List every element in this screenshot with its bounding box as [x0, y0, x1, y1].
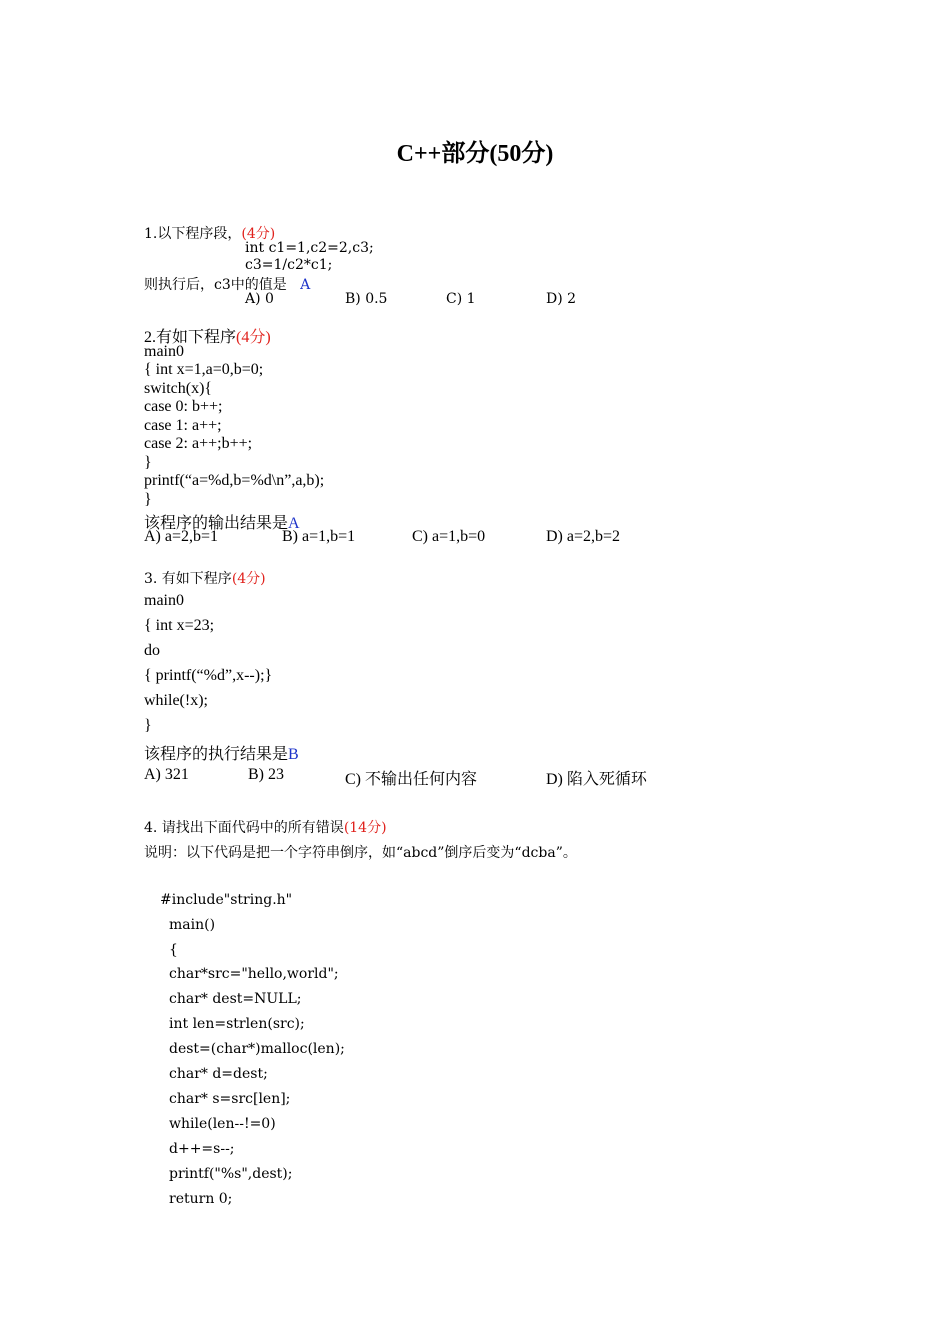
q2-code-line: switch(x){: [144, 380, 213, 397]
q4-stem-line: [144, 817, 387, 837]
q1-answer: A: [300, 277, 311, 293]
q4-note: 说明：以下代码是把一个字符串倒序，如“abcd”倒序后变为“dcba”。: [144, 845, 577, 861]
q3-code-line: }: [144, 717, 152, 734]
q4-code-line: main(): [169, 917, 216, 933]
q1-code-line: int c1=1,c2=2,c3;: [245, 240, 374, 256]
q2-code-line: case 1: a++;: [144, 417, 222, 434]
q2-code-line: { int x=1,a=0,b=0;: [144, 361, 264, 378]
q2-points: (4分): [236, 329, 271, 346]
q1-stem: 1.以下程序段，: [144, 226, 242, 242]
q1-option-b: B) 0.5: [345, 291, 388, 307]
q4-points: (14分): [343, 820, 387, 836]
q3-code-line: { int x=23;: [144, 617, 215, 634]
q4-code-line: char* d=dest;: [169, 1066, 268, 1082]
q4-code-line: {: [169, 942, 178, 958]
q2-option-a: A) a=2,b=1: [144, 528, 219, 545]
q4-code-line: while(len--!=0): [169, 1116, 276, 1132]
q4-code-line: #include"string.h": [160, 892, 293, 908]
q2-code-line: main0: [144, 343, 184, 360]
q4-stem: 4. 请找出下面代码中的所有错误: [144, 820, 344, 836]
q3-option-a: A) 321: [144, 766, 189, 783]
q2-answer: A: [288, 515, 300, 532]
q3-option-d: D) 陷入死循环: [546, 771, 647, 788]
q2-code-line: }: [144, 454, 152, 471]
q4-code-line: char* s=src[len];: [169, 1091, 291, 1107]
q2-option-c: C) a=1,b=0: [412, 528, 486, 545]
q4-code-line: dest=(char*)malloc(len);: [169, 1041, 345, 1057]
q3-stem: 3. 有如下程序: [144, 571, 232, 587]
q1-result-label: 则执行后，c3中的值是: [144, 277, 287, 293]
q2-option-b: B) a=1,b=1: [282, 528, 356, 545]
q4-code-line: char* dest=NULL;: [169, 991, 302, 1007]
q1-points: (4分): [241, 226, 276, 242]
q3-result-line: [144, 741, 299, 764]
q3-stem-line: [144, 568, 266, 588]
q3-code-line: do: [144, 642, 160, 659]
q4-code-line: return 0;: [169, 1191, 233, 1207]
q4-code-line: int len=strlen(src);: [169, 1016, 305, 1032]
q4-code-line: d++=s--;: [169, 1141, 235, 1157]
page-title: C++部分(50分): [396, 141, 554, 167]
q3-points: (4分): [231, 571, 266, 587]
q2-code-line: case 0: b++;: [144, 398, 223, 415]
q2-code-line: printf(“a=%d,b=%d\n”,a,b);: [144, 472, 325, 489]
q2-code-line: }: [144, 491, 152, 508]
q2-result-label: 该程序的输出结果是: [144, 515, 289, 532]
q1-option-c: C) 1: [446, 291, 476, 307]
q2-code-line: case 2: a++;b++;: [144, 435, 253, 452]
q4-code-line: printf("%s",dest);: [169, 1166, 293, 1182]
q3-result-label: 该程序的执行结果是: [144, 746, 289, 763]
q3-option-c: C) 不输出任何内容: [345, 771, 478, 788]
q1-result-line: [144, 274, 310, 294]
q3-answer: B: [288, 746, 299, 763]
q2-stem: 2.有如下程序: [144, 329, 237, 346]
q3-code-line: main0: [144, 592, 184, 609]
q1-option-d: D) 2: [546, 291, 577, 307]
q3-code-line: while(!x);: [144, 692, 208, 709]
q2-option-d: D) a=2,b=2: [546, 528, 621, 545]
q3-option-b: B) 23: [248, 766, 284, 783]
q1-code-line: c3=1/c2*c1;: [245, 257, 333, 273]
q1-option-a: A) 0: [245, 291, 274, 307]
q3-code-line: { printf(“%d”,x--);}: [144, 667, 273, 684]
q4-code-line: char*src="hello,world";: [169, 966, 339, 982]
